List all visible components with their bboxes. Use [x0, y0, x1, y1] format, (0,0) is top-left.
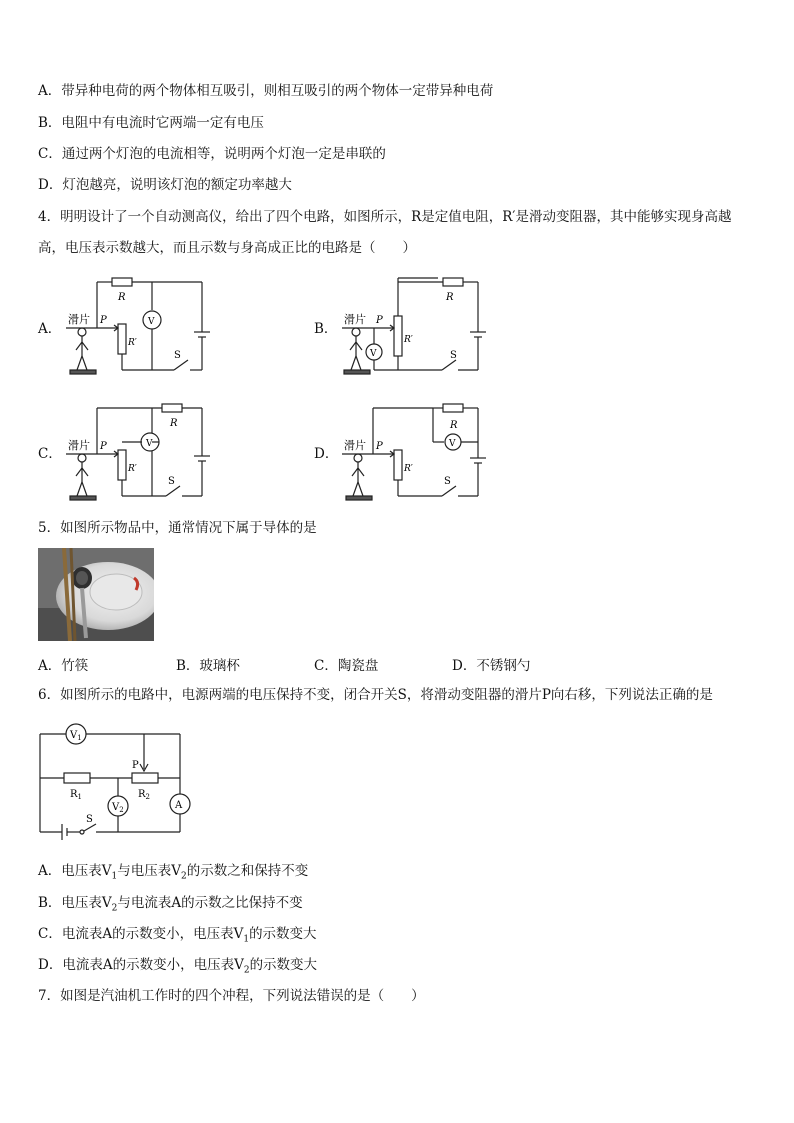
- circuit-b-diagram: [338, 270, 498, 380]
- q4-option-a-label: A．: [38, 321, 62, 337]
- q6-s-label: S: [86, 814, 93, 825]
- circuit-d-p-label: P: [376, 441, 383, 452]
- circuit-a-r-label: R: [118, 292, 126, 303]
- q7-stem: 7．如图是汽油机工作时的四个冲程，下列说法错误的是（ ）: [38, 988, 425, 1004]
- q6-r2-label: $R_2$: [138, 789, 150, 801]
- circuit-b-r-label: R: [446, 292, 454, 303]
- circuit-c-s-label: S: [168, 476, 175, 487]
- q6-stem: 6．如图所示的电路中，电源两端的电压保持不变，闭合开关S，将滑动变阻器的滑片P向右移，下列说法正确的是: [38, 687, 713, 703]
- q4-stem-line2: 高，电压表示数越大，而且示数与身高成正比的电路是（ ）: [38, 240, 416, 256]
- q6-v1-label: $V_1$: [70, 730, 82, 742]
- circuit-d-r-label: R: [450, 420, 458, 431]
- circuit-d-rprime-label: R′: [404, 464, 413, 474]
- q4-option-d-label: D．: [314, 446, 339, 462]
- q6-r1-label: $R_1$: [70, 789, 82, 801]
- circuit-b-v-label: V: [370, 349, 377, 359]
- circuit-b-s-label: S: [450, 350, 457, 361]
- circuit-d-s-label: S: [444, 476, 451, 487]
- circuit-d-slider-label: 滑片: [344, 439, 366, 452]
- circuit-c-rprime-label: R′: [128, 464, 137, 474]
- q3-option-c: C．通过两个灯泡的电流相等，说明两个灯泡一定是串联的: [38, 146, 386, 162]
- q4-option-c-label: C．: [38, 446, 62, 462]
- q3-option-b: B．电阻中有电流时它两端一定有电压: [38, 115, 264, 131]
- q5-option-d: D．不锈钢勺: [452, 658, 531, 674]
- q6-option-b: B．电压表$V_2$与电流表A的示数之比保持不变: [38, 895, 303, 914]
- q6-option-d: D．电流表A的示数变小，电压表$V_2$的示数变大: [38, 957, 318, 976]
- circuit-c-p-label: P: [100, 441, 107, 452]
- circuit-c-v-label: V: [146, 439, 153, 449]
- circuit-d-v-label: V: [449, 439, 456, 449]
- circuit-c-slider-label: 滑片: [68, 439, 90, 452]
- circuit-b-rprime-label: R′: [404, 335, 413, 345]
- q5-stem: 5．如图所示物品中，通常情况下属于导体的是: [38, 520, 317, 536]
- circuit-a-s-label: S: [174, 350, 181, 361]
- q6-option-a: A．电压表$V_1$与电压表$V_2$的示数之和保持不变: [38, 863, 309, 882]
- circuit-a-p-label: P: [100, 315, 107, 326]
- q3-option-d: D．灯泡越亮，说明该灯泡的额定功率越大: [38, 177, 292, 193]
- q5-option-b: B．玻璃杯: [176, 658, 240, 674]
- tableware-photo: [38, 548, 154, 641]
- q3-option-a: A．带异种电荷的两个物体相互吸引，则相互吸引的两个物体一定带异种电荷: [38, 83, 494, 99]
- circuit-b-p-label: P: [376, 315, 383, 326]
- circuit-a-diagram: [62, 270, 222, 380]
- q6-v2-label: $V_2$: [112, 802, 124, 814]
- q6-a-label: A: [175, 800, 183, 811]
- q6-option-c: C．电流表A的示数变小，电压表$V_1$的示数变大: [38, 926, 317, 945]
- circuit-c-diagram: [62, 396, 222, 506]
- circuit-a-v-label: V: [148, 317, 155, 327]
- q4-option-b-label: B．: [314, 321, 338, 337]
- circuit-d-diagram: [338, 396, 498, 506]
- circuit-a-slider-label: 滑片: [68, 313, 90, 326]
- q6-circuit-diagram: [36, 718, 196, 846]
- circuit-c-r-label: R: [170, 418, 178, 429]
- q4-stem-line1: 4．明明设计了一个自动测高仪，给出了四个电路，如图所示，R是定值电阻，R′是滑动变阻器，其中能够实现身高越: [38, 209, 732, 225]
- circuit-a-rprime-label: R′: [128, 338, 137, 348]
- q5-option-c: C．陶瓷盘: [314, 658, 379, 674]
- q5-option-a: A．竹筷: [38, 658, 89, 674]
- circuit-b-slider-label: 滑片: [344, 313, 366, 326]
- q6-p-label: P: [132, 760, 139, 771]
